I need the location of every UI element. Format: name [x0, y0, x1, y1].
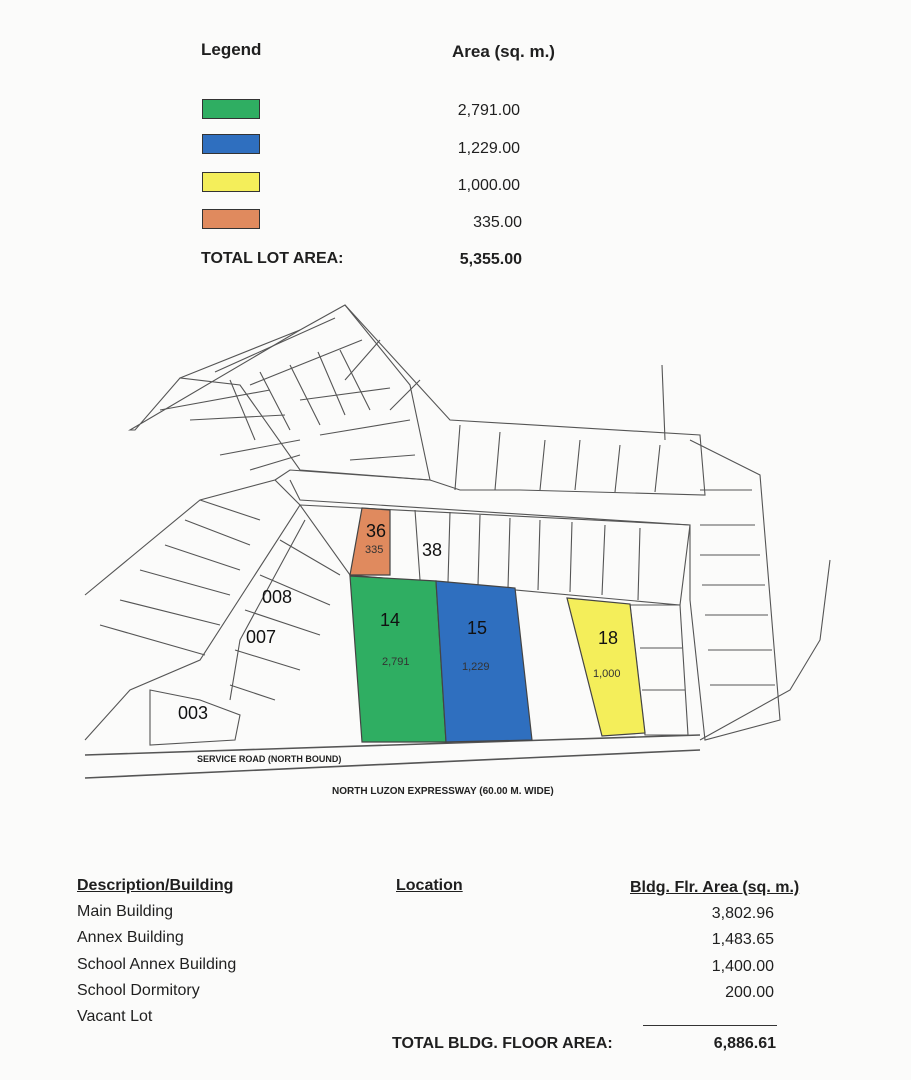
- lot-18: [567, 598, 645, 736]
- legend-swatch-blue: [202, 134, 260, 154]
- left-lot-lines-2: [230, 520, 340, 700]
- upper-left-block: [130, 305, 430, 480]
- site-map: [0, 290, 911, 810]
- lot-36: [350, 508, 390, 575]
- legend-area-value: 2,791.00: [457, 102, 520, 119]
- table-row-area: 1,400.00: [711, 958, 774, 975]
- lot-36-label: 36: [366, 521, 387, 541]
- service-road-line-bottom: [85, 750, 700, 778]
- table-row-area: 3,802.96: [711, 905, 774, 922]
- lot-007-label: 007: [246, 627, 277, 647]
- total-floor-area-label: TOTAL BLDG. FLOOR AREA:: [392, 1035, 613, 1052]
- sum-divider: [643, 1025, 777, 1026]
- total-lot-area-value: 5,355.00: [459, 251, 522, 268]
- legend-title: Legend: [201, 40, 262, 59]
- service-road-label: SERVICE ROAD (NORTH BOUND): [197, 754, 342, 764]
- lot-003-label: 003: [178, 703, 209, 723]
- legend-area-value: 1,000.00: [457, 177, 520, 194]
- road-edge-2: [275, 470, 430, 480]
- upper-lot-lines-2: [230, 350, 415, 460]
- table-row-description: Annex Building: [77, 929, 184, 946]
- lot-14-area: 2,791: [382, 656, 410, 668]
- table-row-area: 1,483.65: [711, 931, 774, 948]
- location-header: Location: [396, 877, 463, 894]
- outer-lines: [662, 365, 830, 740]
- table-row-area: 200.00: [725, 984, 774, 1001]
- left-lot-lines: [100, 500, 260, 655]
- left-block: [85, 480, 300, 740]
- legend-area-value: 1,229.00: [457, 140, 520, 157]
- lot-18-label: 18: [598, 628, 619, 648]
- total-floor-area-value: 6,886.61: [713, 1035, 776, 1052]
- expressway-label: NORTH LUZON EXPRESSWAY (60.00 M. WIDE): [332, 786, 554, 797]
- legend-swatch-green: [202, 99, 260, 119]
- upper-right-block: [345, 305, 705, 495]
- table-row-description: Vacant Lot: [77, 1008, 153, 1025]
- area-header: Area (sq. m.): [452, 42, 555, 61]
- far-right-block: [690, 440, 780, 740]
- legend-area-value: 335.00: [473, 214, 522, 231]
- description-header: Description/Building: [77, 877, 234, 894]
- floor-area-header: Bldg. Flr. Area (sq. m.): [630, 879, 800, 896]
- lot-15-area: 1,229: [462, 661, 490, 673]
- table-row-description: Main Building: [77, 903, 174, 920]
- lot-008-label: 008: [262, 587, 293, 607]
- lot-18-area: 1,000: [593, 668, 621, 680]
- legend-swatch-orange: [202, 209, 260, 229]
- lot-14-label: 14: [380, 610, 401, 630]
- total-lot-area-label: TOTAL LOT AREA:: [201, 250, 344, 267]
- table-row-description: School Dormitory: [77, 982, 200, 999]
- table-row-description: School Annex Building: [77, 956, 237, 973]
- legend-swatch-yellow: [202, 172, 260, 192]
- lot-36-area: 335: [365, 544, 384, 556]
- lot-38-label: 38: [422, 540, 443, 560]
- lot-15-label: 15: [467, 618, 488, 638]
